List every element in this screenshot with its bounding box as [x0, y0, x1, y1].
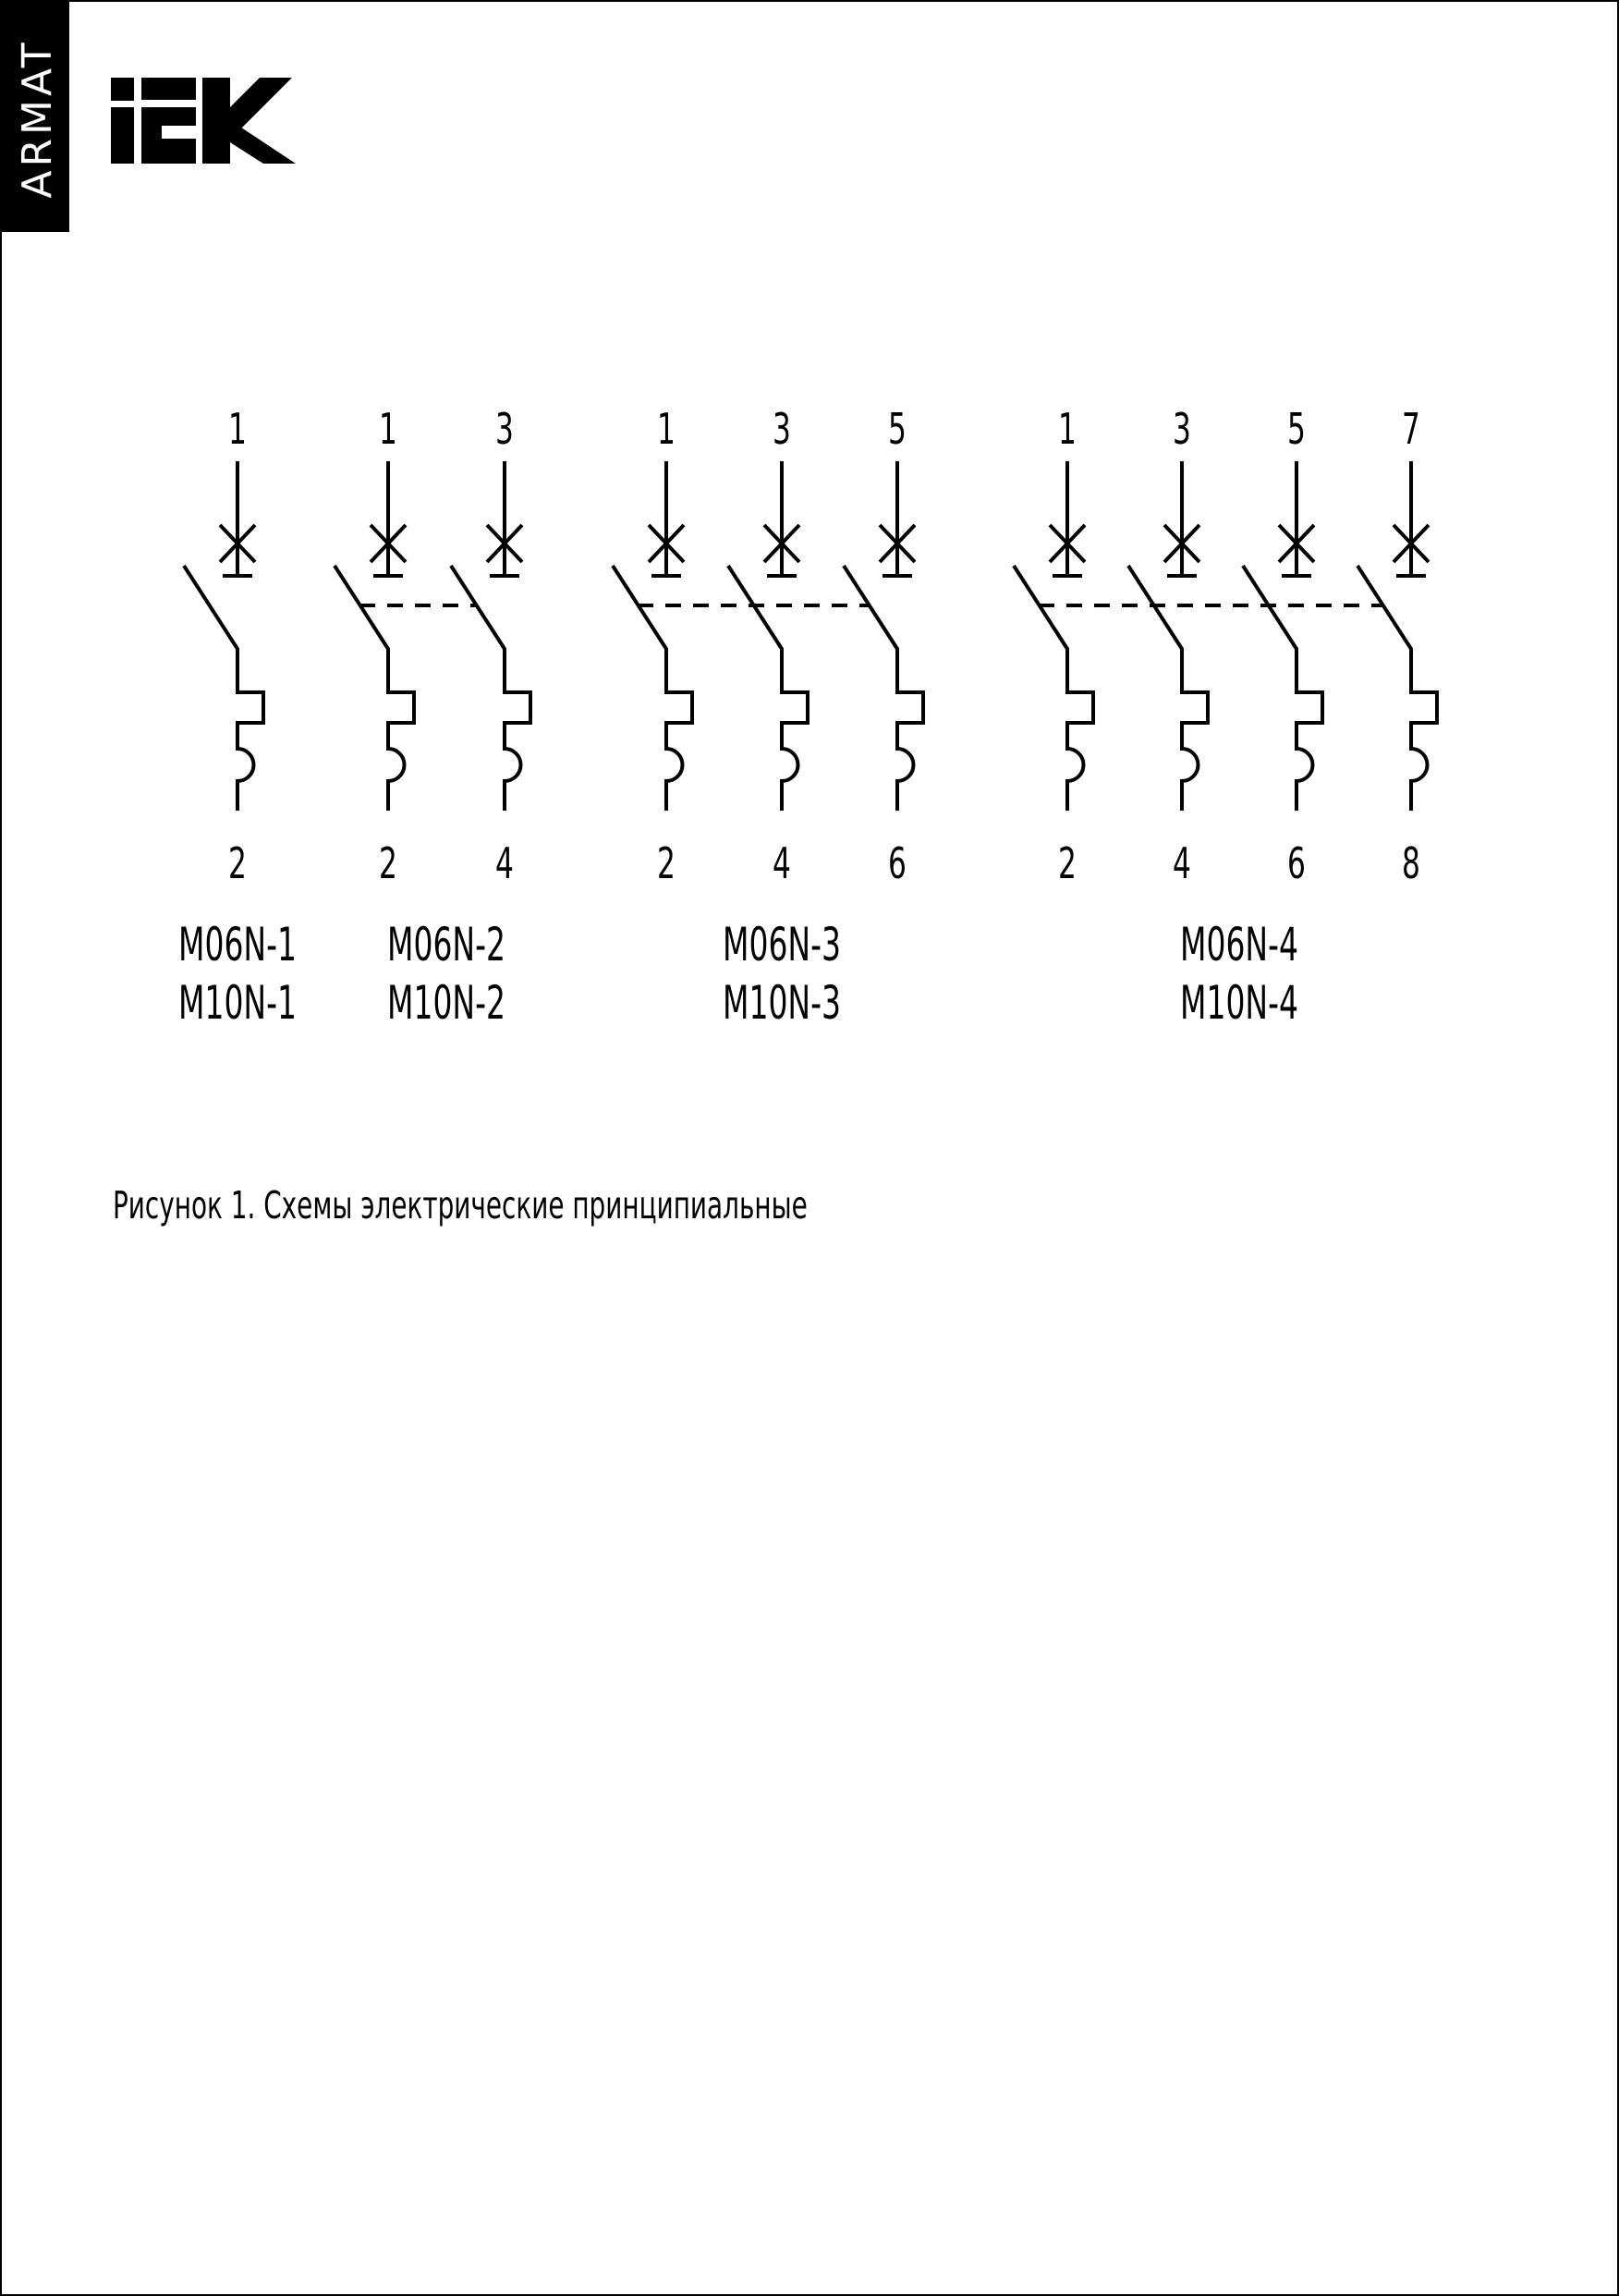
terminal-number-bottom: 2	[379, 838, 397, 889]
terminal-number-bottom: 2	[1058, 838, 1077, 889]
pole-symbol	[184, 461, 263, 811]
pole-contact-cross	[371, 461, 406, 576]
pole-blade-and-trip-units	[1014, 566, 1093, 811]
terminal-number-bottom: 6	[888, 838, 907, 889]
brand-name-vertical: ARMAT	[14, 39, 61, 199]
pole-contact-cross	[880, 461, 915, 576]
pole-contact-cross	[487, 461, 522, 576]
pole-contact-cross	[1394, 461, 1429, 576]
pole-contact-cross	[1279, 461, 1314, 576]
pole-blade-and-trip-units	[335, 566, 414, 811]
model-label: M06N-4	[1179, 917, 1299, 971]
pole-blade-and-trip-units	[844, 566, 923, 811]
pole-symbol	[844, 461, 923, 811]
model-label: M10N-1	[177, 975, 298, 1030]
pole-symbol	[1014, 461, 1093, 811]
pole-contact-cross	[1050, 461, 1085, 576]
pole-contact-cross	[220, 461, 255, 576]
model-label: M10N-2	[386, 975, 506, 1030]
terminal-number-bottom: 8	[1402, 838, 1420, 889]
model-label: M06N-2	[386, 917, 506, 971]
schematics-figure	[2, 2, 1619, 2296]
pole-symbol	[335, 461, 414, 811]
terminal-number-top: 1	[228, 404, 247, 455]
terminal-number-bottom: 2	[657, 838, 676, 889]
breaker-diagram-M06N-1	[178, 405, 297, 1030]
figure-caption: Рисунок 1. Схемы электрические принципиальные	[113, 1183, 808, 1227]
breaker-diagram-M06N-3	[613, 405, 923, 1030]
terminal-number-bottom: 6	[1287, 838, 1306, 889]
pole-symbol	[1243, 461, 1322, 811]
model-label: M06N-3	[722, 917, 842, 971]
terminal-number-bottom: 4	[1173, 838, 1191, 889]
pole-contact-cross	[764, 461, 799, 576]
pole-blade-and-trip-units	[1243, 566, 1322, 811]
terminal-number-top: 7	[1402, 404, 1420, 455]
pole-symbol	[1128, 461, 1208, 811]
terminal-number-top: 1	[1058, 404, 1077, 455]
terminal-number-top: 5	[888, 404, 907, 455]
terminal-number-top: 1	[379, 404, 397, 455]
terminal-number-top: 5	[1287, 404, 1306, 455]
terminal-number-top: 3	[495, 404, 514, 455]
terminal-number-bottom: 2	[228, 838, 247, 889]
breaker-diagram-M06N-2	[335, 405, 530, 1030]
terminal-number-bottom: 4	[495, 838, 514, 889]
pole-symbol	[1357, 461, 1437, 811]
terminal-number-top: 3	[1173, 404, 1191, 455]
terminal-number-top: 3	[773, 404, 791, 455]
pole-blade-and-trip-units	[1128, 566, 1208, 811]
pole-contact-cross	[1164, 461, 1199, 576]
model-label: M10N-3	[722, 975, 842, 1030]
pole-blade-and-trip-units	[613, 566, 692, 811]
model-label: M10N-4	[1179, 975, 1299, 1030]
pole-symbol	[451, 461, 530, 811]
terminal-number-top: 1	[657, 404, 676, 455]
pole-contact-cross	[649, 461, 684, 576]
terminal-number-bottom: 4	[773, 838, 791, 889]
pole-blade-and-trip-units	[451, 566, 530, 811]
pole-symbol	[613, 461, 692, 811]
pole-blade-and-trip-units	[1357, 566, 1437, 811]
model-label: M06N-1	[177, 917, 298, 971]
breaker-diagram-M06N-4	[1014, 405, 1437, 1030]
pole-symbol	[728, 461, 808, 811]
pole-blade-and-trip-units	[184, 566, 263, 811]
pole-blade-and-trip-units	[728, 566, 808, 811]
